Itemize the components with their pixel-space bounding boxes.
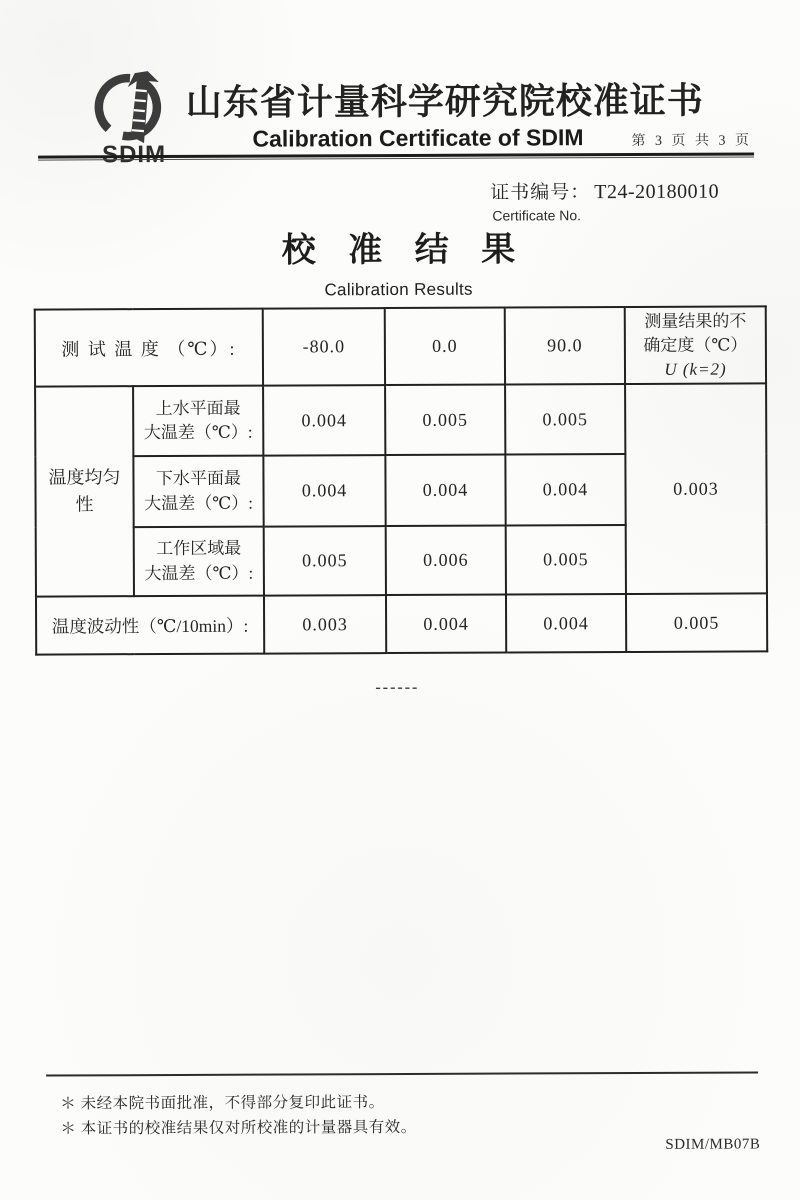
lower-plane-value-1: 0.004 bbox=[263, 455, 385, 527]
test-temperature-value-3: 90.0 bbox=[505, 307, 625, 385]
document-title-zh: 山东省计量科学研究院校准证书 bbox=[185, 80, 704, 123]
certificate-number-block bbox=[490, 177, 719, 224]
fluctuation-value-3: 0.004 bbox=[506, 594, 626, 653]
working-zone-value-1: 0.005 bbox=[264, 526, 386, 596]
fluctuation-value-1: 0.003 bbox=[264, 595, 386, 654]
uncertainty-header-line3: U (k=2) bbox=[664, 359, 727, 379]
test-temperature-value-1: -80.0 bbox=[263, 308, 385, 386]
calibration-results-table bbox=[34, 305, 769, 656]
section-title-en: Calibration Results bbox=[324, 279, 473, 300]
working-zone-label-line2: 大温差（℃）: bbox=[144, 563, 254, 584]
end-of-results-separator: ------ bbox=[375, 678, 420, 697]
table-row-upper-plane bbox=[35, 384, 766, 457]
working-zone-label bbox=[134, 527, 264, 597]
table-row-test-temperature bbox=[35, 306, 766, 387]
working-zone-value-3: 0.005 bbox=[506, 525, 626, 595]
test-temperature-label: 测 试 温 度 （℃）: bbox=[35, 309, 263, 387]
lower-plane-label-line2: 大温差（℃）: bbox=[144, 493, 253, 514]
upper-plane-value-3: 0.005 bbox=[505, 384, 625, 455]
lower-plane-label bbox=[133, 456, 263, 528]
table-row-fluctuation bbox=[36, 594, 767, 655]
section-title-zh: 校 准 结 果 bbox=[281, 231, 528, 270]
upper-plane-value-2: 0.005 bbox=[385, 385, 505, 456]
lower-plane-value-2: 0.004 bbox=[385, 455, 505, 527]
footer-note-1: ＊ 未经本院书面批准，不得部分复印此证书。 bbox=[60, 1094, 385, 1113]
certificate-number-value: T24-20180010 bbox=[594, 180, 720, 204]
working-zone-label-line1: 工作区域最 bbox=[156, 538, 242, 559]
uncertainty-header-cell bbox=[625, 306, 766, 384]
test-temperature-value-2: 0.0 bbox=[385, 308, 505, 386]
logo-label: SDIM bbox=[101, 141, 167, 169]
uniformity-group-line1: 温度均匀 bbox=[48, 467, 121, 488]
lower-plane-value-3: 0.004 bbox=[505, 454, 625, 526]
upper-plane-label-line1: 上水平面最 bbox=[155, 398, 241, 418]
upper-plane-value-1: 0.004 bbox=[263, 385, 385, 456]
upper-plane-label bbox=[133, 386, 263, 457]
section-title-block bbox=[0, 220, 799, 301]
uniformity-group-label bbox=[35, 387, 134, 597]
footer-divider bbox=[46, 1071, 758, 1076]
footer-notes bbox=[60, 1091, 417, 1142]
document-title-en: Calibration Certificate of SDIM bbox=[252, 124, 584, 152]
uniformity-uncertainty-value: 0.003 bbox=[625, 384, 767, 595]
sdim-logo-icon bbox=[86, 69, 182, 147]
uniformity-group-line2: 性 bbox=[75, 494, 94, 515]
uncertainty-header-line1: 测量结果的不 bbox=[644, 311, 747, 331]
fluctuation-uncertainty-value: 0.005 bbox=[626, 594, 767, 653]
page-number: 第 3 页 共 3 页 bbox=[631, 133, 753, 149]
lower-plane-label-line1: 下水平面最 bbox=[155, 468, 242, 489]
uncertainty-header-line2: 确定度（℃） bbox=[643, 335, 748, 355]
fluctuation-label: 温度波动性（℃/10min）: bbox=[36, 596, 264, 655]
fluctuation-value-2: 0.004 bbox=[386, 595, 506, 654]
certificate-number-line bbox=[490, 177, 719, 205]
footer-note-2: ＊ 本证书的校准结果仅对所校准的计量器具有效。 bbox=[60, 1118, 417, 1138]
working-zone-value-2: 0.006 bbox=[386, 526, 506, 596]
certificate-number-label-en: Certificate No. bbox=[492, 207, 582, 224]
certificate-number-label: 证书编号： bbox=[490, 182, 591, 204]
form-code: SDIM/MB07B bbox=[665, 1136, 761, 1153]
upper-plane-label-line2: 大温差（℃）: bbox=[143, 423, 253, 443]
